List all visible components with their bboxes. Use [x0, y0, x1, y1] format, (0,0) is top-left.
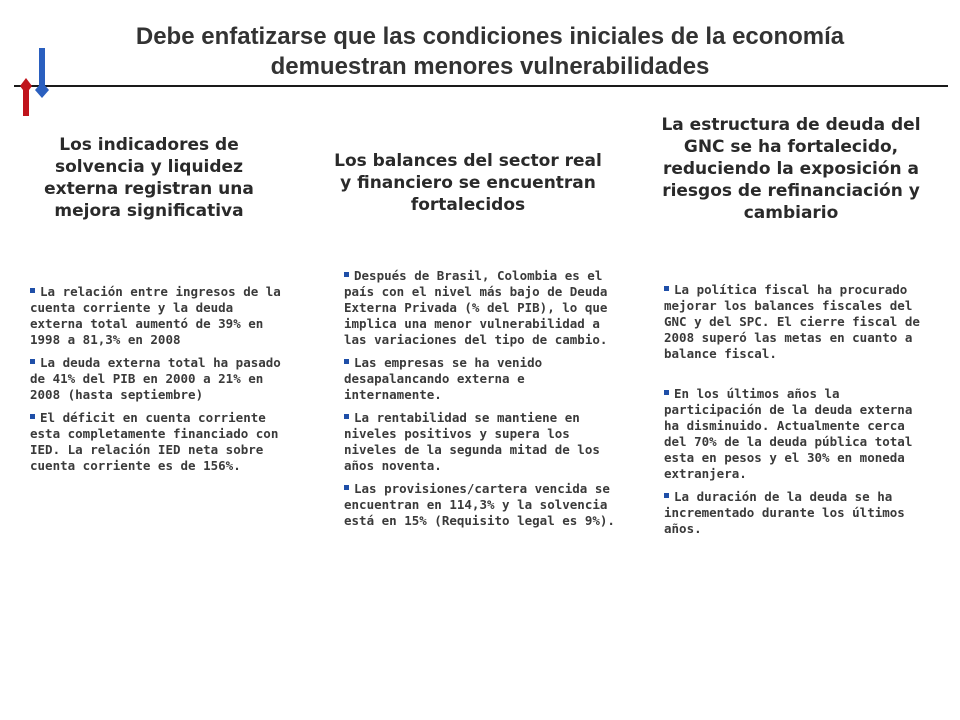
bullet-square-icon: [344, 414, 349, 419]
logo-blue-diamond: [35, 82, 49, 98]
list-item: La relación entre ingresos de la cuenta corriente y la deuda externa total aumentó de 39% en 1998 a 81,3% en 2008: [30, 284, 281, 347]
page-title: [60, 22, 920, 82]
bullet-square-icon: [30, 288, 35, 293]
list-item: En los últimos años la participación de la deuda externa ha disminuido. Actualmente cerca del 70% de la deuda pública total esta en pesos y el 30% en moneda extranjera.: [664, 386, 913, 481]
bullet-square-icon: [344, 272, 349, 277]
list-item: La rentabilidad se mantiene en niveles positivos y supera los niveles de la segunda mitad de los años noventa.: [344, 410, 600, 473]
column-2-heading: Los balances del sector real y financiero se encuentran fortalecidos: [334, 151, 602, 215]
column-2-body: [344, 268, 620, 536]
column-1-body: [30, 284, 292, 481]
column-3-heading: La estructura de deuda del GNC se ha fortalecido, reduciendo la exposición a riesgos de refinanciación y cambiario: [661, 115, 921, 223]
list-item: Las provisiones/cartera vencida se encuentran en 114,3% y la solvencia está en 15% (Requisito legal es 9%).: [344, 481, 615, 528]
bullet-square-icon: [344, 485, 349, 490]
list-item: La duración de la deuda se ha incrementado durante los últimos años.: [664, 489, 905, 536]
bullet-square-icon: [664, 390, 669, 395]
logo-red-diamond: [20, 78, 32, 94]
list-item: El déficit en cuenta corriente esta completamente financiado con IED. La relación IED neta sobre cuenta corriente es de 156%.: [30, 410, 279, 473]
bullet-square-icon: [30, 359, 35, 364]
list-item: Las empresas se ha venido desapalancando externa e internamente.: [344, 355, 543, 402]
list-item: Después de Brasil, Colombia es el país con el nivel más bajo de Deuda Externa Privada (% del PIB), lo que implica una menor vulnerabilidad a las variaciones del tipo de cambio.: [344, 268, 608, 347]
column-3-body: [664, 282, 924, 544]
bullet-square-icon: [344, 359, 349, 364]
bullet-square-icon: [664, 493, 669, 498]
bullet-square-icon: [30, 414, 35, 419]
bullet-square-icon: [664, 286, 669, 291]
list-item: La deuda externa total ha pasado de 41% del PIB en 2000 a 21% en 2008 (hasta septiembre): [30, 355, 281, 402]
title-line-1: Debe enfatizarse que las condiciones iniciales de la economía: [135, 23, 845, 50]
column-1-heading: Los indicadores de solvencia y liquidez externa registran una mejora significativa: [44, 135, 254, 221]
title-line-2: demuestran menores vulnerabilidades: [270, 53, 710, 80]
list-item: La política fiscal ha procurado mejorar los balances fiscales del GNC y del SPC. El cierre fiscal de 2008 superó las metas en cuanto a balance fiscal.: [664, 282, 920, 361]
